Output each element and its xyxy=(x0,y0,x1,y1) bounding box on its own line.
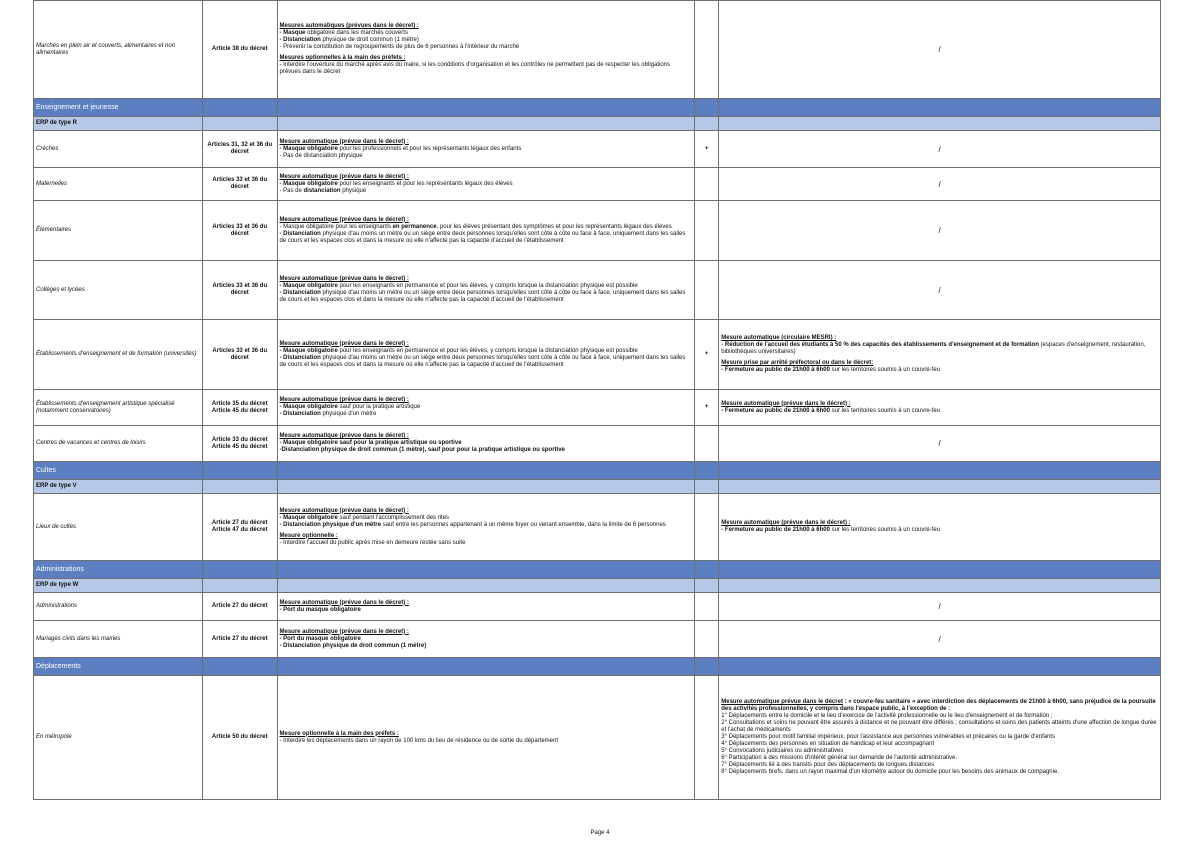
section-header xyxy=(34,99,1161,117)
article-cell: Articles 33 et 36 du décret xyxy=(203,320,277,390)
measure-line: - Masque obligatoire sauf pour la pratique artistique ou sportive xyxy=(279,440,462,446)
measure-line: - Prévenir la constitution de regroupements de plus de 6 personnes à l'intérieur du marché xyxy=(279,44,520,50)
table-row xyxy=(34,261,1161,320)
extra-line: - Réduction de l'accueil des étudiants à 50 % des capacités des établissements d'enseignement et de formation (espaces d'enseignement, restauration, bibliothèques universitaires) xyxy=(721,342,1146,355)
extra-line: - Fermeture au public de 21h00 à 6h00 sur les territoires soumis à un couvre-feu xyxy=(721,407,940,414)
exception-item: 5° Convocations judiciaires ou administratives xyxy=(721,748,844,754)
measures-cell xyxy=(277,1,695,99)
measures-cell xyxy=(277,676,695,800)
measure-line: - Masque obligatoire pour les enseignants en permanence et pour les élèves, y compris lorsque la distanciation physique est possible xyxy=(279,283,638,289)
measures-cell xyxy=(277,390,695,426)
article-cell: Article 27 du décret xyxy=(203,621,277,658)
optional-measure-text: - Interdire l'accueil du public après mise en demeure restée sans suite xyxy=(279,539,466,546)
article-cell: Articles 33 et 36 du décret xyxy=(203,168,277,201)
article-cell: Article 50 du décret xyxy=(203,676,277,800)
plus-cell xyxy=(695,426,719,462)
measure-line: - Pas de distanciation physique xyxy=(279,152,363,159)
measure-title: Mesure automatique (prévue dans le décret) : xyxy=(279,628,409,635)
table-row xyxy=(34,426,1161,462)
plus-cell: + xyxy=(695,320,719,390)
article-cell: Articles 33 et 36 du décret xyxy=(203,261,277,320)
measure-line: - Distanciation physique d'au moins un mètre ou un siège entre deux personnes lorsqu'elles sont côte à côte ou face à face, uniquement dans les salles de cours et les espaces clos et dans la mesure où elle n'affecte pas la capacité d'accueil de l'établissement xyxy=(279,290,686,303)
row-label: Marchés en plein air et couverts, alimentaires et non alimentaires xyxy=(34,1,203,99)
table-row xyxy=(34,131,1161,168)
plus-cell xyxy=(695,593,719,621)
article-cell: Article 27 du décret Article 47 du décret xyxy=(203,494,277,561)
section-title: Enseignement et jeunesse xyxy=(34,99,203,117)
extra-cell: / xyxy=(719,168,1161,201)
measures-cell xyxy=(277,320,695,390)
measures-table xyxy=(33,0,1161,800)
extra-cell: / xyxy=(719,621,1161,658)
plus-cell xyxy=(695,494,719,561)
table-row xyxy=(34,494,1161,561)
row-label: Administrations xyxy=(34,593,203,621)
table-row xyxy=(34,390,1161,426)
subsection-title: ERP de type R xyxy=(34,117,203,131)
measure-title: Mesure automatique (prévue dans le décret) : xyxy=(279,340,409,347)
measure-line: - Masque obligatoire sauf pendant l'accomplissement des rites xyxy=(279,514,450,521)
subsection-header xyxy=(34,117,1161,131)
measures-cell xyxy=(277,261,695,320)
extra-cell: / xyxy=(719,426,1161,462)
section-title: Cultes xyxy=(34,462,203,480)
exception-item: 6° Participation à des missions d'intérêt général sur demande de l'autorité administrative. xyxy=(721,755,958,761)
extra-title: Mesure automatique (prévue dans le décret) : xyxy=(721,400,851,407)
section-title: Déplacements xyxy=(34,658,203,676)
row-label: Établissements d'enseignement et de formation (universités) xyxy=(34,320,203,390)
measure-title: Mesure automatique (prévue dans le décret) : xyxy=(279,276,409,282)
extra-title: Mesure automatique (prévue dans le décret) : xyxy=(721,520,851,526)
optional-measure-title: Mesure optionnelle : xyxy=(279,532,338,539)
exception-item: 7° Déplacements lié à des transits pour des déplacements de longues distances xyxy=(721,762,935,768)
extra-line: - Fermeture au public de 21h00 à 6h00 sur les territoires soumis à un couvre-feu xyxy=(721,367,940,373)
plus-cell xyxy=(695,1,719,99)
page-number: Page 4 xyxy=(590,830,610,836)
measure-title: Mesure automatique (prévue dans le décret) : xyxy=(279,138,409,145)
row-label: Maternelles xyxy=(34,168,203,201)
measure-line: - Masque obligatoire pour les enseignants en permanence, pour les élèves présentant des symptômes et pour les représentants légaux des élèves xyxy=(279,223,672,230)
measure-title: Mesures automatiques (prévues dans le décret) : xyxy=(279,23,419,29)
plus-cell: + xyxy=(695,390,719,426)
optional-measure-text: - Interdire l'ouverture du marché après avis du maire, si les conditions d'organisation et les contrôles ne permettent pas de respecter les obligations prévues dans le décret xyxy=(279,62,670,75)
measure-line: - Masque obligatoire pour les professionnels et pour les représentants légaux des enfants xyxy=(279,145,522,152)
extra-line: - Fermeture au public de 21h00 à 6h00 sur les territoires soumis à un couvre-feu xyxy=(721,527,940,533)
extra-cell: / xyxy=(719,593,1161,621)
article-cell: Article 27 du décret xyxy=(203,593,277,621)
article-cell: Article 38 du décret xyxy=(203,1,277,99)
article-cell: Article 35 du décret Article 45 du décret xyxy=(203,390,277,426)
table-row xyxy=(34,201,1161,261)
measure-line: - Distanciation physique de droit commun (1 mètre) xyxy=(279,642,427,649)
plus-cell xyxy=(695,261,719,320)
extra-cell: / xyxy=(719,201,1161,261)
measures-cell xyxy=(277,621,695,658)
extra-cell: / xyxy=(719,131,1161,168)
measure-title: Mesure automatique (prévue dans le décret) : xyxy=(279,433,409,439)
exception-item: 1° Déplacements entre le domicile et le lieu d'exercice de l'activité professionnelle ou le lieu d'enseignement et de formation ; xyxy=(721,713,1053,719)
section-header xyxy=(34,658,1161,676)
subsection-title: ERP de type V xyxy=(34,480,203,494)
subsection-header xyxy=(34,579,1161,593)
measures-cell xyxy=(277,494,695,561)
article-cell: Articles 31, 32 et 36 du décret xyxy=(203,131,277,168)
plus-cell xyxy=(695,201,719,261)
measures-cell xyxy=(277,168,695,201)
row-label: Centres de vacances et centres de loisirs xyxy=(34,426,203,462)
measure-title: Mesure automatique (prévue dans le décret) : xyxy=(279,397,409,403)
measure-line: - Masque obligatoire sauf pour la pratique artistique xyxy=(279,404,421,410)
measure-title: Mesure optionnelle à la main des préfets : xyxy=(279,730,399,737)
table-row xyxy=(34,621,1161,658)
section-header xyxy=(34,462,1161,480)
measures-cell xyxy=(277,201,695,261)
measure-line: - Port du masque obligatoire xyxy=(279,635,361,642)
plus-cell xyxy=(695,621,719,658)
extra-cell: / xyxy=(719,1,1161,99)
row-label: Collèges et lycées xyxy=(34,261,203,320)
plus-cell xyxy=(695,168,719,201)
measure-line: - Masque obligatoire pour les enseignants en permanence et pour les élèves, y compris lorsque la distanciation physique est possible xyxy=(279,347,638,354)
measure-line: - Distanciation physique de droit commun (1 mètre) xyxy=(279,37,419,43)
plus-cell xyxy=(695,676,719,800)
subsection-title: ERP de type W xyxy=(34,579,203,593)
measure-line: - Distanciation physique d'un mètre xyxy=(279,411,377,417)
section-header xyxy=(34,561,1161,579)
extra-cell xyxy=(719,390,1161,426)
measure-title: Mesure automatique (prévue dans le décret) : xyxy=(279,599,409,606)
optional-measure-title: Mesures optionnelles à la main des préfets : xyxy=(279,55,406,61)
row-label: Crèches xyxy=(34,131,203,168)
extra-title: Mesure prise par arrêté préfectoral ou dans le décret: xyxy=(721,360,874,366)
measure-line: -Distanciation physique de droit commun (1 mètre), sauf pour pour la pratique artistique ou sportive xyxy=(279,447,565,453)
table-row xyxy=(34,676,1161,800)
extra-cell xyxy=(719,320,1161,390)
row-label: Lieux de cultes xyxy=(34,494,203,561)
measure-line: - Interdire les déplacements dans un rayon de 100 kms du lieu de résidence ou de sortie du département xyxy=(279,737,559,744)
article-cell: Articles 33 et 36 du décret xyxy=(203,201,277,261)
measure-title: Mesure automatique (prévue dans le décret) : xyxy=(279,216,409,223)
section-title: Administrations xyxy=(34,561,203,579)
table-row xyxy=(34,168,1161,201)
extra-title: Mesure automatique (circulaire MESRI) : xyxy=(721,335,837,341)
table-row xyxy=(34,320,1161,390)
plus-cell: + xyxy=(695,131,719,168)
extra-cell xyxy=(719,494,1161,561)
extra-cell xyxy=(719,676,1161,800)
measures-cell xyxy=(277,131,695,168)
subsection-header xyxy=(34,480,1161,494)
table-row xyxy=(34,1,1161,99)
measures-cell xyxy=(277,426,695,462)
row-label: Établissements d'enseignement artistique spécialisé (notamment conservatoires) xyxy=(34,390,203,426)
measure-line: - Masque obligatoire pour les enseignants et pour les représentants légaux des élèves xyxy=(279,180,513,187)
row-label: Élémentaires xyxy=(34,201,203,261)
extra-title: Mesure automatique prévue dans le décret : « couvre-feu sanitaire » avec interdiction des déplacements de 21h00 à 6h00, sans préjudice de la poursuite des activités professionnelles, y compris dans l'espace public, à l'exception de : xyxy=(721,699,1156,712)
measure-line: - Distanciation physique d'au moins un mètre ou un siège entre deux personnes lorsqu'elles sont côte à côte ou face à face, uniquement dans les salles de cours et les espaces clos et dans la mesure où elle n'affecte pas la capacité d'accueil de l'établissement xyxy=(279,354,686,368)
measures-cell xyxy=(277,593,695,621)
measure-title: Mesure automatique (prévue dans le décret) : xyxy=(279,507,409,514)
row-label: En métropole xyxy=(34,676,203,800)
row-label: Mariages civils dans les mairies xyxy=(34,621,203,658)
exception-item: 4° Déplacements des personnes en situation de handicap et leur accompagnant xyxy=(721,741,935,747)
measure-line: - Masque obligatoire dans les marchés couverts xyxy=(279,30,408,36)
article-cell: Article 33 du décret Article 45 du décret xyxy=(203,426,277,462)
measure-line: - Distanciation physique d'au moins un mètre ou un siège entre deux personnes lorsqu'elles sont côte à côte ou face à face, uniquement dans les salles de cours et les espaces clos et dans la mesure où elle n'affecte pas la capacité d'accueil de l'établissement xyxy=(279,230,686,244)
measure-title: Mesure automatique (prévue dans le décret) : xyxy=(279,173,409,180)
table-row xyxy=(34,593,1161,621)
measure-line: - Pas de distanciation physique xyxy=(279,187,367,194)
exception-item: 2° Consultations et soins ne pouvant être assurés à distance et ne pouvant être différés ; consultations et soins des patients atteints d'une affection de longue durée et l'achat de médicaments xyxy=(721,720,1157,733)
exception-item: 8° Déplacements brefs, dans un rayon maximal d'un kilomètre autour du domicile pour les besoins des animaux de compagnie. xyxy=(721,769,1059,775)
extra-cell: / xyxy=(719,261,1161,320)
measure-line: - Port du masque obligatoire xyxy=(279,606,361,613)
measure-line: - Distanciation physique d'un mètre sauf entre les personnes appartenant à un même foyer ou venant ensemble, dans la limite de 6 personnes xyxy=(279,521,666,528)
exception-item: 3° Déplacements pour motif familial impérieux, pour l'assistance aux personnes vulnérables et précaires ou la garde d'enfants xyxy=(721,734,1056,740)
